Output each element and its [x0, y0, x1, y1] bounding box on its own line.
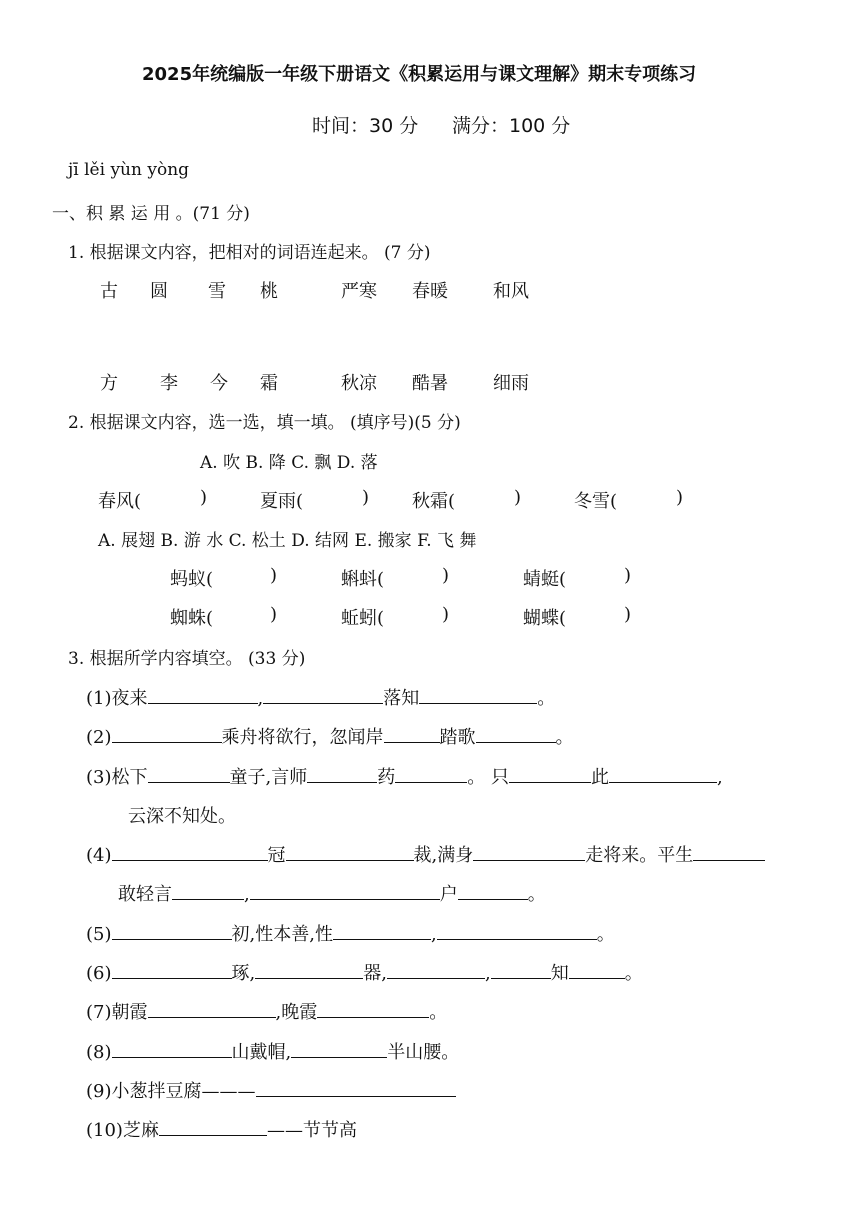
- text: 落知: [383, 688, 420, 709]
- text: 器,: [363, 963, 387, 984]
- word[interactable]: 桃: [260, 281, 278, 302]
- text: (6): [86, 963, 112, 984]
- fill-line-9: [86, 1077, 456, 1103]
- page-title: 2025年统编版一年级下册语文《积累运用与课文理解》期末专项练习: [142, 64, 697, 85]
- word[interactable]: 李: [160, 373, 178, 394]
- text: (10)芝麻: [86, 1120, 159, 1141]
- text: 踏歌: [439, 727, 476, 748]
- blank[interactable]: [256, 1082, 456, 1097]
- text: 知: [550, 963, 569, 984]
- fill-line-1: [86, 684, 555, 710]
- blank[interactable]: [693, 846, 765, 861]
- fill-line-8: [86, 1038, 459, 1064]
- text: 。 只: [467, 767, 509, 788]
- time-limit: 时间：30 分: [312, 115, 419, 137]
- text: 。: [624, 963, 643, 984]
- text: 冠: [267, 845, 286, 866]
- word[interactable]: 严寒: [341, 281, 377, 302]
- text: (4): [86, 845, 112, 866]
- fill-line-5: [86, 920, 615, 946]
- text: ,: [430, 924, 437, 945]
- answer-paren[interactable]: ): [362, 487, 370, 508]
- word[interactable]: 方: [100, 373, 118, 394]
- fill-line-3b: 云深不知处。: [128, 806, 236, 827]
- word[interactable]: 雪: [208, 281, 226, 302]
- section-heading: 一、积 累 运 用 。(71 分): [52, 204, 250, 224]
- text: 户: [439, 884, 458, 905]
- text: (3)松下: [86, 767, 148, 788]
- word[interactable]: 今: [210, 373, 228, 394]
- text: (2): [86, 727, 112, 748]
- fill-line-2: [86, 723, 574, 749]
- answer-label: 春风(: [98, 491, 142, 512]
- answer-paren[interactable]: ): [200, 487, 208, 508]
- text: 乘舟将欲行，忽闻岸: [221, 727, 384, 748]
- text: ,: [257, 688, 264, 709]
- answer-paren[interactable]: ): [624, 565, 632, 586]
- answer-paren[interactable]: ): [442, 604, 450, 625]
- text: 药: [377, 767, 396, 788]
- text: (8): [86, 1042, 112, 1063]
- blank[interactable]: [395, 768, 467, 783]
- blank[interactable]: [159, 1121, 267, 1136]
- answer-label: 蜻蜓(: [523, 569, 567, 590]
- text: 裁,满身: [413, 845, 474, 866]
- question-3-stem: 3. 根据所学内容填空。 (33 分): [68, 649, 306, 669]
- text: ——节节高: [266, 1120, 357, 1141]
- text: (7)朝霞: [86, 1002, 148, 1023]
- word[interactable]: 古: [100, 281, 118, 302]
- text: ,: [484, 963, 491, 984]
- text: 。: [537, 688, 556, 709]
- blank[interactable]: [112, 846, 268, 861]
- word[interactable]: 和风: [493, 281, 529, 302]
- blank[interactable]: [473, 846, 585, 861]
- text: 走将来。平生: [585, 845, 694, 866]
- q2-options-2: A. 展翅 B. 游 水 C. 松土 D. 结网 E. 搬家 F. 飞 舞: [98, 531, 477, 551]
- text: 。: [429, 1002, 448, 1023]
- answer-paren[interactable]: ): [514, 487, 522, 508]
- blank[interactable]: [291, 1043, 387, 1058]
- fill-line-4: [86, 841, 765, 867]
- text: ,: [716, 767, 723, 788]
- answer-paren[interactable]: ): [624, 604, 632, 625]
- blank[interactable]: [148, 1003, 276, 1018]
- answer-label: 蝴蝶(: [523, 608, 567, 629]
- answer-label: 蚂蚁(: [170, 569, 214, 590]
- blank[interactable]: [112, 964, 232, 979]
- blank[interactable]: [148, 768, 230, 783]
- text: ,: [244, 884, 250, 905]
- answer-paren[interactable]: ): [676, 487, 684, 508]
- blank[interactable]: [255, 964, 363, 979]
- text: 。: [527, 884, 546, 905]
- word[interactable]: 春暖: [412, 281, 448, 302]
- text: 半山腰。: [387, 1042, 460, 1063]
- text: 琢,: [231, 963, 256, 984]
- blank[interactable]: [172, 885, 244, 900]
- blank[interactable]: [317, 1003, 429, 1018]
- text: (1)夜来: [86, 688, 148, 709]
- text: 初,性本善,性: [231, 924, 333, 945]
- answer-label: 冬雪(: [574, 491, 618, 512]
- blank[interactable]: [476, 728, 556, 743]
- blank[interactable]: [112, 728, 222, 743]
- fill-line-3: [86, 763, 723, 789]
- blank[interactable]: [609, 768, 717, 783]
- blank[interactable]: [263, 689, 383, 704]
- answer-label: 秋霜(: [412, 491, 456, 512]
- answer-label: 蝌蚪(: [341, 569, 385, 590]
- text: 山戴帽,: [231, 1042, 292, 1063]
- text: 敢轻言: [118, 884, 172, 905]
- word[interactable]: 酷暑: [412, 373, 448, 394]
- text: 。: [596, 924, 615, 945]
- word[interactable]: 霜: [260, 373, 278, 394]
- full-score: 满分：100 分: [452, 115, 571, 137]
- answer-label: 夏雨(: [260, 491, 304, 512]
- text: 童子,言师: [229, 767, 308, 788]
- blank[interactable]: [148, 689, 258, 704]
- blank[interactable]: [509, 768, 591, 783]
- blank[interactable]: [112, 1043, 232, 1058]
- text: ,晚霞: [275, 1002, 318, 1023]
- blank[interactable]: [384, 728, 440, 743]
- blank[interactable]: [419, 689, 537, 704]
- text: 。: [555, 727, 574, 748]
- word[interactable]: 圆: [150, 281, 168, 302]
- blank[interactable]: [437, 925, 597, 940]
- answer-paren[interactable]: ): [270, 565, 278, 586]
- q2-options-1: A. 吹 B. 降 C. 飘 D. 落: [200, 453, 378, 473]
- answer-paren[interactable]: ): [270, 604, 278, 625]
- blank[interactable]: [569, 964, 625, 979]
- blank[interactable]: [250, 885, 440, 900]
- section-pinyin: jī lěi yùn yòng: [68, 160, 190, 180]
- fill-line-6: [86, 959, 643, 985]
- word[interactable]: 秋凉: [341, 373, 377, 394]
- question-1-stem: 1. 根据课文内容，把相对的词语连起来。 (7 分): [68, 243, 431, 263]
- word[interactable]: 细雨: [493, 373, 529, 394]
- question-2-stem: 2. 根据课文内容，选一选，填一填。 (填序号)(5 分): [68, 413, 461, 433]
- blank[interactable]: [333, 925, 431, 940]
- fill-line-7: [86, 998, 447, 1024]
- answer-paren[interactable]: ): [442, 565, 450, 586]
- blank[interactable]: [112, 925, 232, 940]
- blank[interactable]: [491, 964, 551, 979]
- blank[interactable]: [286, 846, 414, 861]
- text: 此: [590, 767, 609, 788]
- fill-line-10: [86, 1116, 357, 1142]
- text: (9)小葱拌豆腐———: [86, 1081, 256, 1102]
- text: (5): [86, 924, 112, 945]
- fill-line-4b: [118, 880, 546, 906]
- blank[interactable]: [458, 885, 528, 900]
- answer-label: 蜘蛛(: [170, 608, 214, 629]
- blank[interactable]: [307, 768, 377, 783]
- answer-label: 蚯蚓(: [341, 608, 385, 629]
- blank[interactable]: [387, 964, 485, 979]
